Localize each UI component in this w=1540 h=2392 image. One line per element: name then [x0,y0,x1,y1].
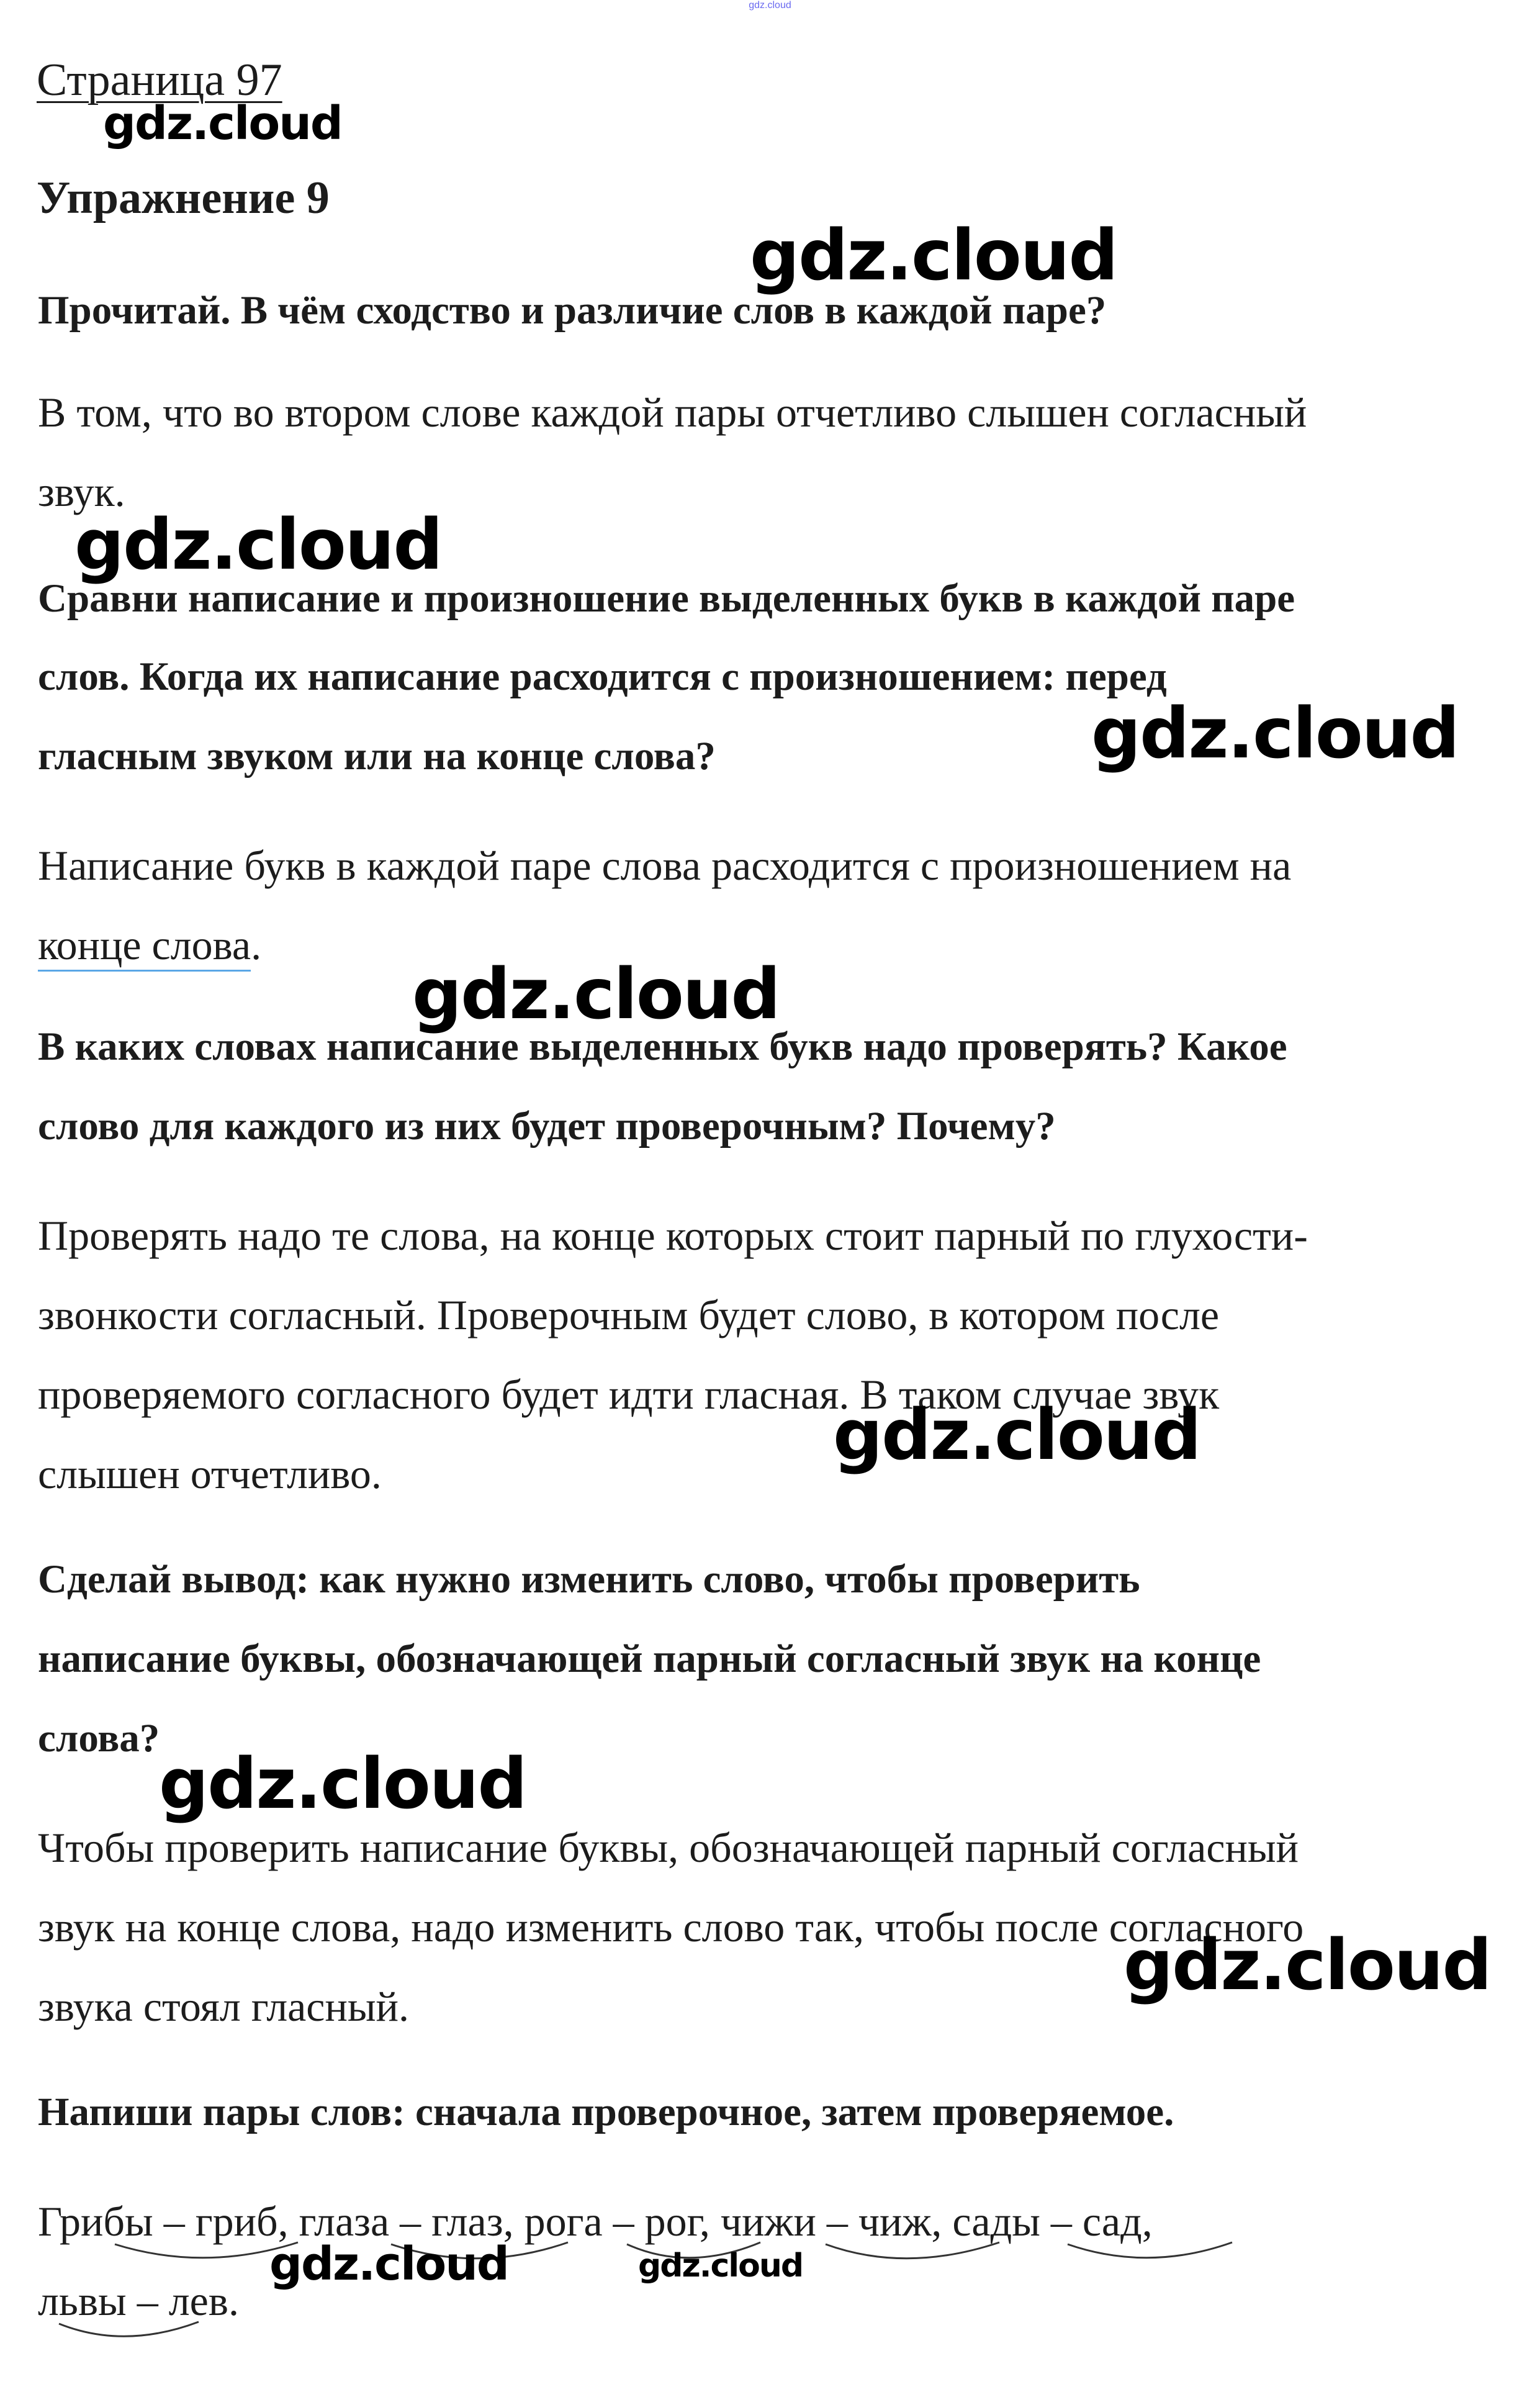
top-watermark: gdz.cloud [749,0,791,11]
question-4-line: Сделай вывод: как нужно изменить слово, чтобы проверить [38,1557,1140,1602]
watermark: gdz.cloud [159,1744,526,1825]
answer-1-line: звук. [38,468,125,515]
question-5-line: Напиши пары слов: сначала проверочное, затем проверяемое. [38,2090,1174,2134]
answer-4-line: Чтобы проверить написание буквы, обозначающей парный согласный [38,1824,1299,1871]
answer-2-period: . [251,921,262,968]
answer-3-line: слышен отчетливо. [38,1450,382,1497]
question-3-line: слово для каждого из них будет проверочным? Почему? [38,1104,1056,1149]
watermark: gdz.cloud [1091,693,1459,774]
question-2-line: Сравни написание и произношение выделенных букв в каждой паре [38,576,1295,621]
answer-5-line: Грибы – гриб, глаза – глаз, рога – рог, чижи – чиж, сады – сад, [38,2198,1153,2245]
watermark: gdz.cloud [74,505,442,585]
question-3-line: В каких словах написание выделенных букв надо проверять? Какое [38,1024,1287,1069]
answer-2-line: Написание букв в каждой паре слова расходится с произношением на [38,842,1292,889]
page-heading: Страница 97 [37,55,282,106]
answer-4-line: звука стоял гласный. [38,1983,409,2030]
pair-arc [826,2242,999,2259]
watermark: gdz.cloud [269,2237,508,2291]
answer-5-line: львы – лев. [38,2277,239,2324]
watermark: gdz.cloud [412,954,780,1035]
question-4-line: слова? [38,1716,160,1761]
answer-3-line: Проверять надо те слова, на конце которых стоит парный по глухости- [38,1212,1308,1259]
underlined-phrase: конце слова [38,921,251,972]
pair-arc [59,2322,199,2336]
watermark: gdz.cloud [833,1395,1200,1476]
exercise-title: Упражнение 9 [37,173,330,223]
question-2-line: слов. Когда их написание расходится с произношением: перед [38,654,1167,699]
answer-4-line: звук на конце слова, надо изменить слово так, чтобы после согласного [38,1903,1304,1951]
watermark: gdz.cloud [1123,1925,1491,2006]
watermark: gdz.cloud [750,215,1117,296]
answer-1-line: В том, что во втором слове каждой пары отчетливо слышен согласный [38,389,1307,436]
watermark: gdz.cloud [103,97,342,150]
answer-3-line: проверяемого согласного будет идти гласная. В таком случае звук [38,1371,1220,1418]
answer-3-line: звонкости согласный. Проверочным будет слово, в котором после [38,1291,1220,1338]
question-2-line: гласным звуком или на конце слова? [38,734,716,779]
pair-arc [1068,2242,1232,2258]
question-4-line: написание буквы, обозначающей парный согласный звук на конце [38,1636,1261,1681]
watermark: gdz.cloud [638,2247,803,2285]
question-1-line: Прочитай. В чём сходство и различие слов в каждой паре? [38,288,1107,333]
